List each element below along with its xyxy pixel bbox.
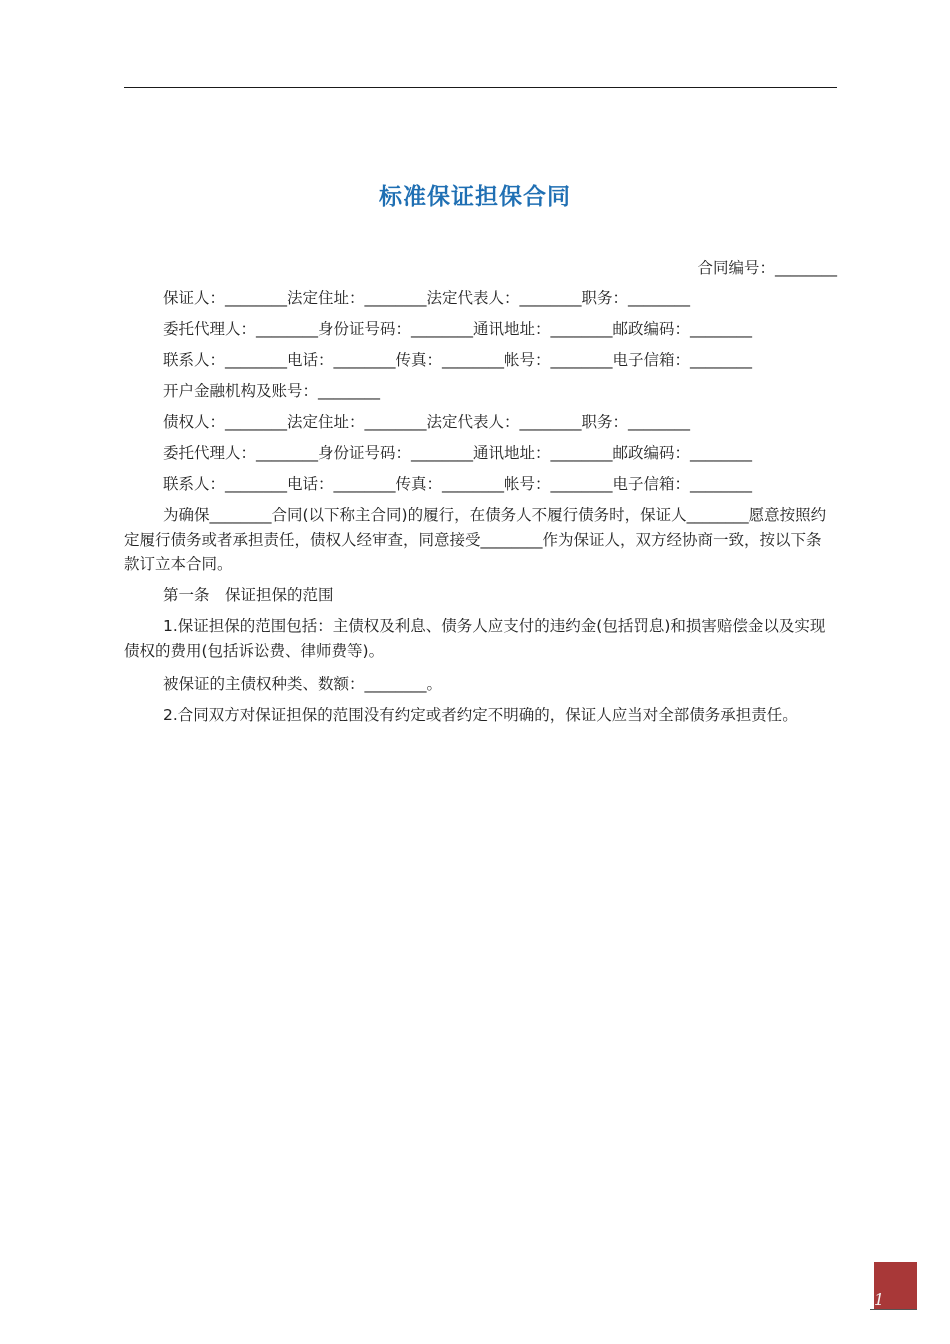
page-number: 1 bbox=[874, 1290, 885, 1309]
document-title: 标准保证担保合同 bbox=[379, 184, 571, 210]
guarantor-line-3: 联系人：________电话：________传真：________帐号：________电子信箱：________ bbox=[163, 351, 753, 369]
creditor-line-3: 联系人：________电话：________传真：________帐号：________电子信箱：________ bbox=[163, 475, 753, 493]
page-number-underline bbox=[870, 1309, 917, 1310]
guarantor-line-1: 保证人：________法定住址：________法定代表人：________职务：________ bbox=[163, 289, 691, 307]
page-number-block bbox=[874, 1262, 917, 1310]
guarantor-line-2: 委托代理人：________身份证号码：________通讯地址：________邮政编码：________ bbox=[163, 320, 753, 338]
clause-1: 1.保证担保的范围包括：主债权及利息、债务人应支付的违约金(包括罚息)和损害赔偿金以及实现债权的费用(包括诉讼费、律师费等)。 bbox=[124, 617, 826, 660]
contract-number: 合同编号：________ bbox=[697, 259, 837, 277]
intro-paragraph: 为确保________合同(以下称主合同)的履行，在债务人不履行债务时，保证人________愿意按照约定履行债务或者承担责任，债权人经审查，同意接受________作为保证人，双方经协商一致，按以下条款订立本合同。 bbox=[124, 506, 827, 573]
creditor-line-1: 债权人：________法定住址：________法定代表人：________职务：________ bbox=[163, 413, 691, 431]
clause-1-sub: 被保证的主债权种类、数额：________。 bbox=[163, 675, 443, 693]
article-1-heading: 第一条 保证担保的范围 bbox=[163, 586, 334, 604]
creditor-line-2: 委托代理人：________身份证号码：________通讯地址：________邮政编码：________ bbox=[163, 444, 753, 462]
guarantor-bank-line: 开户金融机构及账号：________ bbox=[163, 382, 381, 400]
header-rule bbox=[124, 87, 837, 88]
clause-2: 2.合同双方对保证担保的范围没有约定或者约定不明确的，保证人应当对全部债务承担责任。 bbox=[163, 706, 798, 724]
